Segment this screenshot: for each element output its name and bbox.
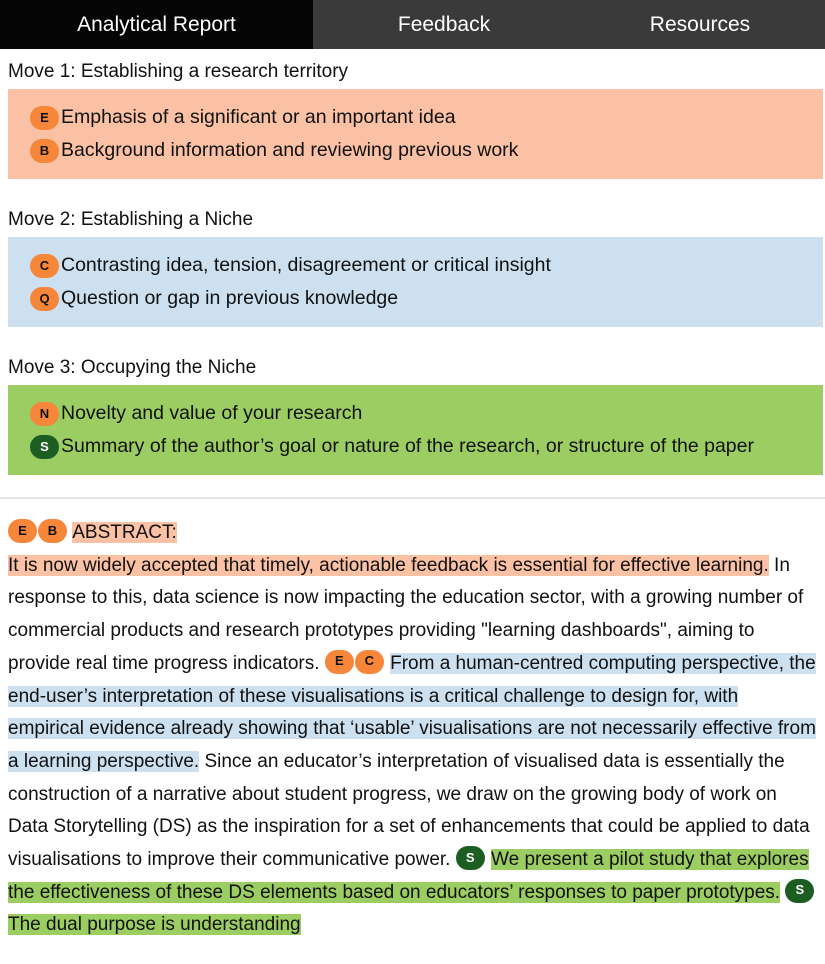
badge-b-icon: B — [38, 519, 67, 543]
legend-item-label: Emphasis of a significant or an important idea — [61, 106, 456, 128]
legend-item-background — [30, 134, 823, 167]
sentence-plain: In response to this, data science is now impacting the education sector, with a growing number of commercial products and research prototypes providing "learning dashboards", aiming to provide real time progress indicators. — [8, 554, 804, 674]
sentence-summary: The dual purpose is understanding — [8, 914, 301, 936]
sentence-summary: We present a pilot study that explores the effectiveness of these DS elements based on educators’ responses to paper prototypes. — [8, 849, 809, 903]
tab-bar — [0, 0, 825, 49]
sentence-contrast: From a human-centred computing perspective, the end-user’s interpretation of these visualisations is a critical challenge to design for, with empirical evidence already showing that ‘usable’ visualisations are not necessarily effective from a learning perspective. — [8, 652, 816, 772]
badge-e-icon: E — [30, 106, 59, 130]
move1-title: Move 1: Establishing a research territory — [8, 61, 349, 82]
badge-e-icon: E — [325, 650, 354, 674]
legend-item-contrast — [30, 249, 823, 282]
legend-item-question — [30, 282, 823, 315]
tab-feedback[interactable]: Feedback — [397, 12, 491, 36]
tab-resources[interactable]: Resources — [649, 12, 751, 36]
legend-item-label: Summary of the author’s goal or nature of the research, or structure of the paper — [61, 435, 754, 457]
legend-item-novelty — [30, 397, 823, 430]
sentence-plain: Since an educator’s interpretation of visualised data is essentially the construction of a narrative about student progress, we draw on the growing body of work on Data Storytelling (DS) as the inspiration for a set of enhancements that could be applied to data visualisations to improve their communicative power. — [8, 750, 810, 871]
legend-item-label: Background information and reviewing previous work — [61, 139, 519, 161]
legend-item-label: Novelty and value of your research — [61, 402, 363, 424]
badge-c-icon: C — [355, 650, 384, 674]
move3-legend — [8, 385, 823, 475]
legend-item-label: Question or gap in previous knowledge — [61, 287, 399, 309]
legend-item-emphasis — [30, 101, 823, 134]
badge-s-icon: S — [456, 846, 485, 870]
badge-s-icon: S — [30, 435, 59, 459]
move3-title: Move 3: Occupying the Niche — [8, 357, 257, 378]
abstract-heading: ABSTRACT: — [72, 522, 177, 543]
move1-legend — [8, 89, 823, 179]
sentence-emphasis: It is now widely accepted that timely, actionable feedback is essential for effective learning. — [8, 554, 769, 576]
badge-c-icon: C — [30, 254, 59, 278]
legend-item-summary — [30, 430, 823, 463]
badge-n-icon: N — [30, 402, 59, 426]
badge-q-icon: Q — [30, 287, 59, 311]
move2-legend — [8, 237, 823, 327]
badge-b-icon: B — [30, 139, 59, 163]
move2-title: Move 2: Establishing a Niche — [8, 209, 254, 230]
badge-s-icon: S — [785, 879, 814, 903]
badge-e-icon: E — [8, 519, 37, 543]
legend-item-label: Contrasting idea, tension, disagreement or critical insight — [61, 254, 551, 276]
annotated-abstract — [0, 499, 825, 942]
tab-analytical-report[interactable]: Analytical Report — [0, 0, 313, 49]
